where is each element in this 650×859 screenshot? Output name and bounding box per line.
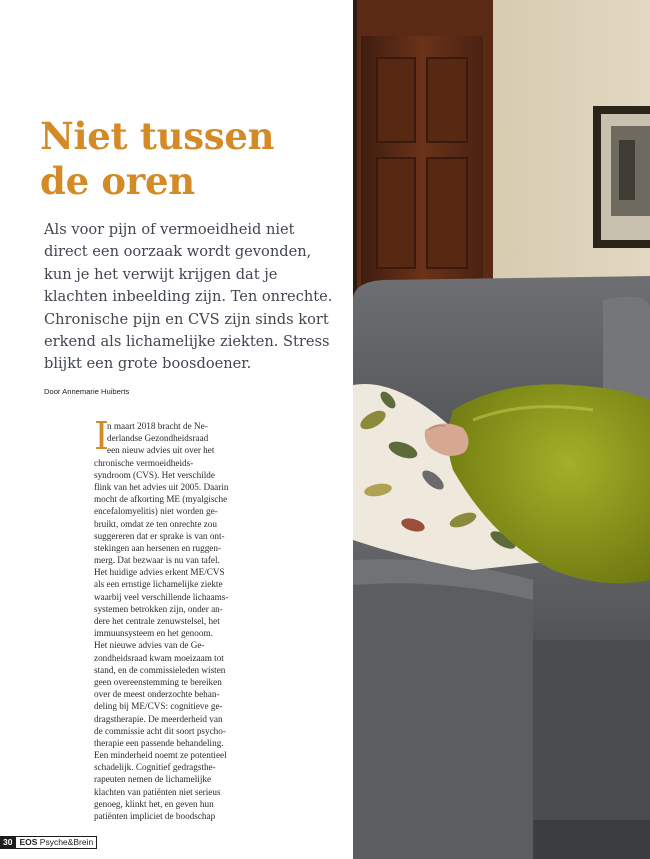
body-line: schadelijk. Cognitief gedragsthe- [94,762,216,773]
page-number: 30 [0,836,16,849]
intro-line: direct een oorzaak wordt gevonden, [44,243,312,261]
door-panel [377,58,415,142]
picture-detail [619,140,635,200]
body-line: Het nieuwe advies van de Ge- [94,640,205,651]
door-panel [377,158,415,268]
body-line: encefalomyelitis) niet worden ge- [94,506,218,517]
body-line: geen overeenstemming te bereiken [94,676,222,687]
article-photo [353,0,650,859]
body-line: stand, en de commissieleden wisten [94,664,226,675]
body-line: chronische vermoeidheids- [94,457,194,468]
sofa-arm [353,559,533,859]
headline [40,114,340,204]
body-line: suggereren dat er sprake is van ont- [94,530,225,541]
body-line: de commissie acht dit soort psycho- [94,725,226,736]
body-line: stekingen aan hersenen en ruggen- [94,542,222,553]
body-line: derlandse Gezondheidsraad [107,433,209,444]
door-panel [427,158,467,268]
body-line: dere het centrale zenuwstelsel, het [94,616,220,626]
body-line: zondheidsraad kwam moeizaam tot [94,652,224,663]
body-line: bruikt, omdat ze ten onrechte zou [94,518,217,529]
page-footer [0,836,97,849]
body-line: als een ernstige lichamelijke ziekte [94,579,223,590]
body-line: over de meest onderzochte behan- [94,689,220,700]
body-line: patiënten impliciet de boodschap [94,811,216,821]
body-line: n maart 2018 bracht de Ne- [107,421,208,431]
body-line: therapie een passende behandeling. [94,737,224,748]
magazine-name-rest: Psyche&Brein [37,837,94,847]
intro-line: blijkt een grote boosdoener. [44,355,252,373]
body-line: mocht de afkorting ME (myalgische [94,494,228,505]
body-line: deling bij ME/CVS: cognitieve ge- [94,701,223,712]
magazine-name [16,836,97,849]
body-line: rapeuten nemen de lichamelijke [94,774,212,785]
magazine-name-bold: EOS [19,837,38,847]
body-line: systemen betrokken zijn, onder an- [94,603,223,614]
headline-line-2: de oren [40,159,195,203]
body-line: klachten van patiënten niet serieus [94,786,221,797]
byline: Door Annemarie Huiberts [44,387,130,396]
floor-shadow [533,820,650,859]
intro-lead [44,219,344,376]
intro-line: Als voor pijn of vermoeidheid niet [44,221,295,238]
body-line: immuunsysteem en het genoom. [94,628,213,639]
body-line: dragstherapie. De meerderheid van [94,713,223,724]
body-line: syndroom (CVS). Het verschilde [94,469,215,480]
intro-line: Chronische pijn en CVS zijn sinds kort [44,310,329,328]
body-line: een nieuw advies uit over het [107,445,215,456]
body-column [94,420,264,822]
body-line: waarbij veel verschillende lichaams- [94,591,229,602]
headline-line-1: Niet tussen [40,114,275,158]
body-line: Een minderheid noemt ze potentieel [94,750,227,761]
body-line: flink van het advies uit 2005. Daarin [94,481,229,492]
woman-resting-under-green-blanket-on-sofa-photo [353,0,650,859]
door-panel [427,58,467,142]
intro-line: erkend als lichamelijke ziekten. Stress [44,333,330,351]
body-line: genoeg, klinkt het, en geven hun [94,798,214,809]
body-line: merg. Dat bezwaar is nu van tafel. [94,555,220,566]
intro-line: klachten inbeelding zijn. Ten onrechte. [44,288,333,306]
body-line: Het huidige advies erkent ME/CVS [94,567,225,578]
drop-cap: I [94,414,110,458]
intro-line: kun je het verwijt krijgen dat je [44,265,278,283]
